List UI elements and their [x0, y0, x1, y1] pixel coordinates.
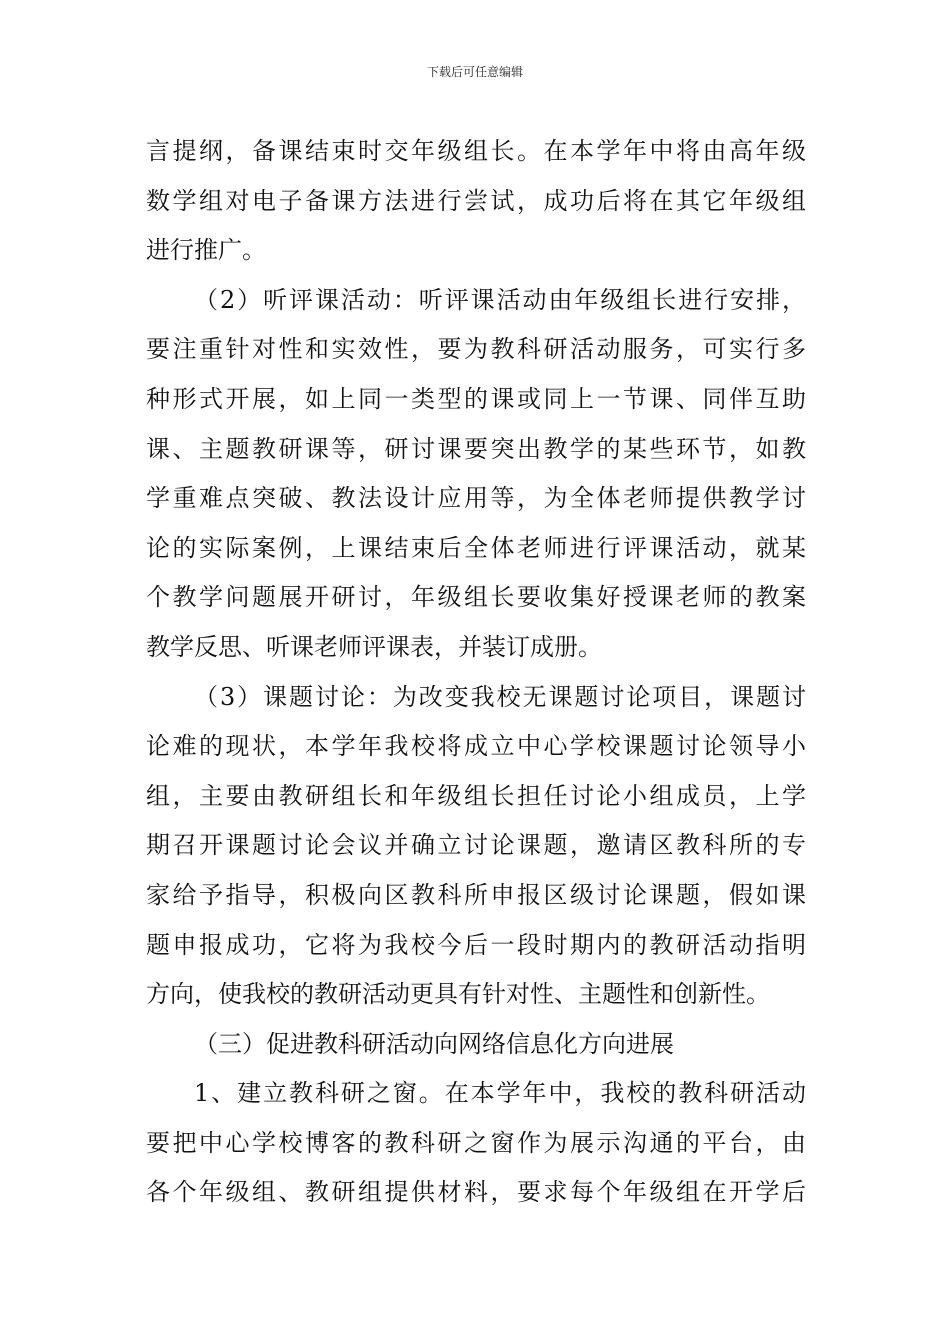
text-line: 要注重针对性和实效性，要为教科研活动服务，可实行多	[146, 335, 806, 364]
section-heading: （三）促进教科研活动向网络信息化方向进展	[194, 1029, 674, 1058]
text-line: 要把中心学校博客的教科研之窗作为展示沟通的平台，由	[146, 1128, 806, 1157]
text-line: 题申报成功，它将为我校今后一段时期内的教研活动指明	[146, 930, 806, 959]
text-line: 学重难点突破、教法设计应用等，为全体老师提供教学讨	[146, 484, 806, 513]
text-line: 期召开课题讨论会议并确立讨论课题，邀请区教科所的专	[146, 831, 806, 860]
text-line: 组，主要由教研组长和年级组长担任讨论小组成员，上学	[146, 781, 806, 810]
text-line: 方向，使我校的教研活动更具有针对性、主题性和创新性。	[146, 980, 770, 1009]
text-line: 各个年级组、教研组提供材料，要求每个年级组在开学后	[146, 1178, 806, 1207]
text-line: 种形式开展，如上同一类型的课或同上一节课、同伴互助	[146, 384, 806, 413]
body-text	[146, 127, 806, 1218]
text-line: 论的实际案例，上课结束后全体老师进行评课活动，就某	[146, 533, 806, 562]
text-line: 进行推广。	[146, 236, 266, 265]
text-line: 课、主题教研课等，研讨课要突出教学的某些环节，如教	[146, 434, 806, 463]
text-line: 教学反思、听课老师评课表，并装订成册。	[146, 632, 602, 661]
text-line: 个教学问题展开研讨，年级组长要收集好授课老师的教案	[146, 583, 806, 612]
paragraph-start-line: 1、建立教科研之窗。在本学年中，我校的教科研活动	[194, 1079, 806, 1108]
text-line: 数学组对电子备课方法进行尝试，成功后将在其它年级组	[146, 186, 806, 215]
paragraph-start-line: （2）听评课活动：听评课活动由年级组长进行安排，	[194, 285, 806, 314]
header-note: 下载后可任意编辑	[426, 65, 523, 79]
paragraph-start-line: （3）课题讨论：为改变我校无课题讨论项目，课题讨	[194, 682, 806, 711]
text-line: 论难的现状，本学年我校将成立中心学校课题讨论领导小	[146, 732, 806, 761]
text-line: 言提纲，备课结束时交年级组长。在本学年中将由高年级	[146, 137, 806, 165]
text-line: 家给予指导，积极向区教科所申报区级讨论课题，假如课	[146, 880, 806, 909]
